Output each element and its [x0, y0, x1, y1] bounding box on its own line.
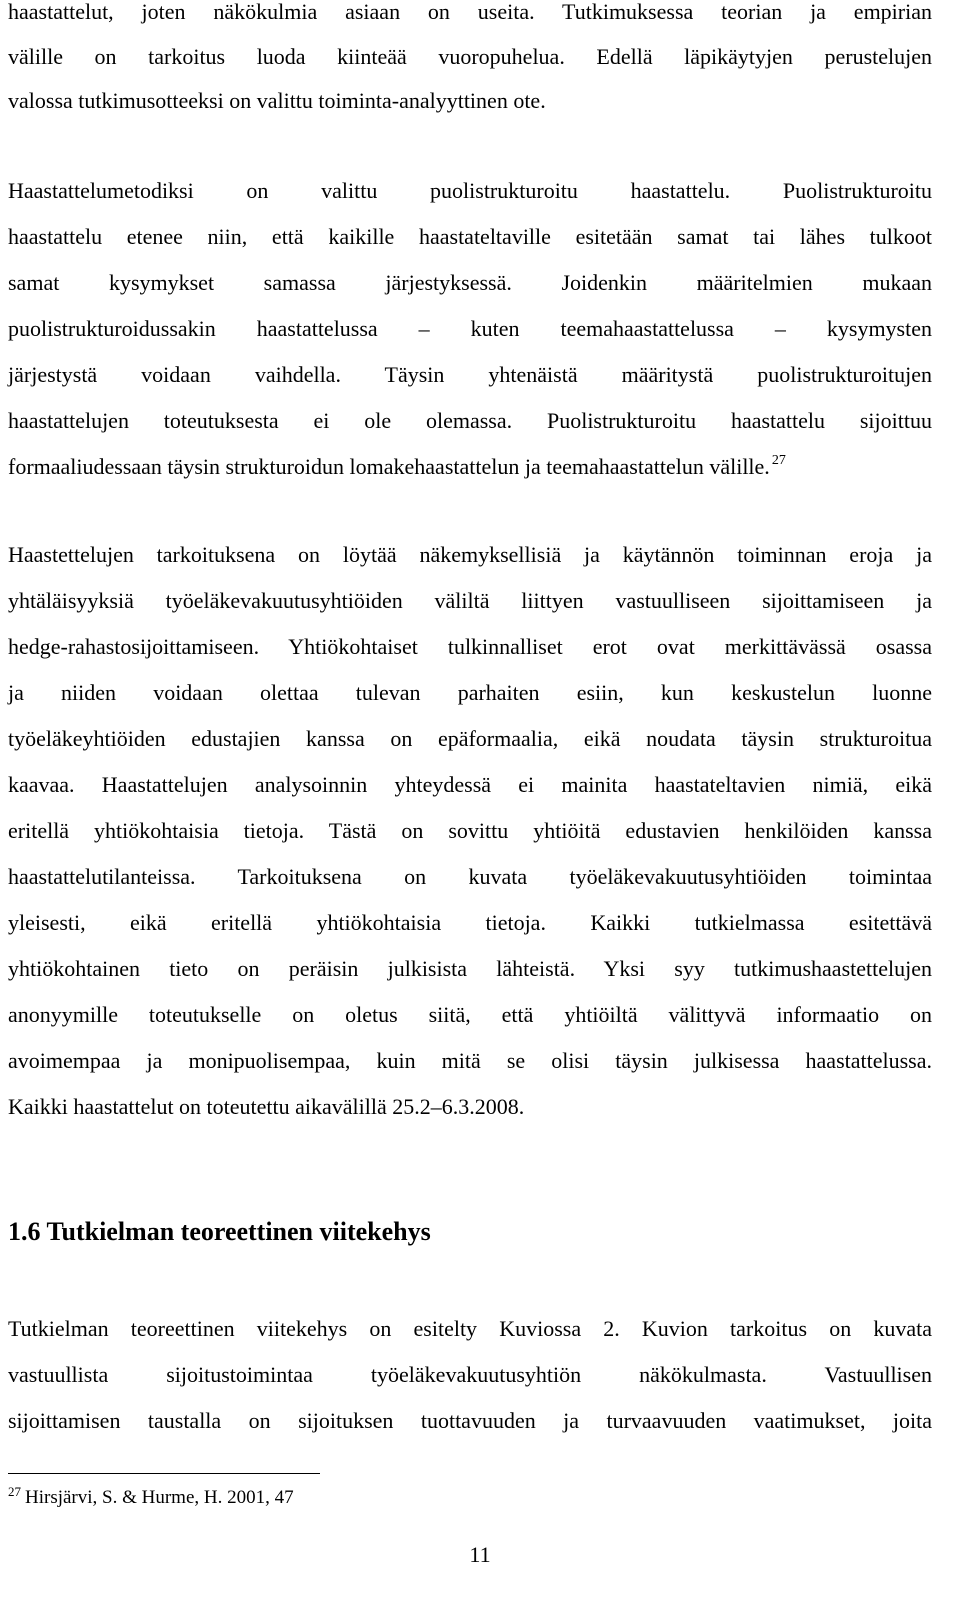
text-line: välille on tarkoitus luoda kiinteää vuoropuhelua. Edellä läpikäytyjen perustelujen [8, 43, 932, 69]
text-line: yleisesti, eikä eritellä yhtiökohtaisia tietoja. Kaikki tutkielmassa esitettävä [8, 910, 932, 935]
paragraph-methodology-intro [8, 0, 932, 124]
paragraph-interview-method [8, 168, 932, 490]
text-line: haastattelut, joten näkökulmia asiaan on useita. Tutkimuksessa teorian ja empirian [8, 0, 932, 24]
text-line: kaavaa. Haastattelujen analysoinnin yhteydessä ei mainita haastateltavien nimiä, eikä [8, 772, 932, 797]
text-line: ja niiden voidaan olettaa tulevan parhaiten esiin, kun keskustelun luonne [8, 680, 932, 705]
text-line: Kaikki haastattelut on toteutettu aikavälillä 25.2–6.3.2008. [8, 1094, 525, 1119]
text-line: työeläkeyhtiöiden edustajien kanssa on epäformaalia, eikä noudata täysin strukturoitua [8, 726, 932, 751]
text-line: yhtäläisyyksiä työeläkevakuutusyhtiöiden väliltä liittyen vastuulliseen sijoittamiseen ja [8, 588, 932, 613]
footnote-text: Hirsjärvi, S. & Hurme, H. 2001, 47 [25, 1487, 294, 1508]
text-line: puolistrukturoidussakin haastattelussa – kuten teemahaastattelussa – kysymysten [8, 316, 932, 341]
footnote-reference: 27 [771, 453, 786, 468]
text-line: yhtiökohtainen tieto on peräisin julkisista lähteistä. Yksi syy tutkimushaastettelujen [8, 956, 932, 981]
text-line: sijoittamisen taustalla on sijoituksen tuottavuuden ja turvaavuuden vaatimukset, joita [8, 1408, 932, 1433]
text-line: eritellä yhtiökohtaisia tietoja. Tästä on sovittu yhtiöitä edustavien henkilöiden kanssa [8, 818, 932, 843]
text-line: anonyymille toteutukselle on oletus siitä, että yhtiöiltä välittyvä informaatio on [8, 1002, 932, 1027]
text-line: haastattelutilanteissa. Tarkoituksena on kuvata työeläkevakuutusyhtiöiden toimintaa [8, 864, 932, 889]
text-line: vastuullista sijoitustoimintaa työeläkevakuutusyhtiön näkökulmasta. Vastuullisen [8, 1362, 932, 1387]
text-line: Tutkielman teoreettinen viitekehys on esitelty Kuviossa 2. Kuvion tarkoitus on kuvata [8, 1316, 932, 1341]
page-number: 11 [469, 1542, 491, 1567]
footnote-divider [8, 1473, 320, 1474]
paragraph-interview-purpose [8, 532, 932, 1130]
text-line: haastattelu etenee niin, että kaikille haastateltaville esitetään samat tai lähes tulkoot [8, 224, 932, 249]
footnote-number: 27 [8, 1484, 21, 1499]
paragraph-framework [8, 1306, 932, 1444]
text-line: valossa tutkimusotteeksi on valittu toiminta-analyyttinen ote. [8, 88, 546, 113]
text-line: hedge-rahastosijoittamiseen. Yhtiökohtaiset tulkinnalliset erot ovat merkittävässä osassa [8, 634, 932, 659]
text-line: haastattelujen toteutuksesta ei ole olemassa. Puolistrukturoitu haastattelu sijoittuu [8, 408, 932, 433]
text-line: järjestystä voidaan vaihdella. Täysin yhtenäistä määritystä puolistrukturoitujen [8, 362, 932, 387]
section-heading: 1.6 Tutkielman teoreettinen viitekehys [8, 1217, 431, 1246]
text-line: avoimempaa ja monipuolisempaa, kuin mitä se olisi täysin julkisessa haastattelussa. [8, 1048, 932, 1073]
text-line: Haastettelujen tarkoituksena on löytää näkemyksellisiä ja käytännön toiminnan eroja ja [8, 542, 932, 567]
text-line-content: formaaliudessaan täysin strukturoidun lomakehaastattelun ja teemahaastattelun välille. [8, 454, 770, 479]
text-line [8, 444, 932, 490]
footnote [8, 1484, 294, 1512]
text-line: samat kysymykset samassa järjestyksessä. Joidenkin määritelmien mukaan [8, 270, 932, 295]
text-line: Haastattelumetodiksi on valittu puolistrukturoitu haastattelu. Puolistrukturoitu [8, 178, 932, 203]
